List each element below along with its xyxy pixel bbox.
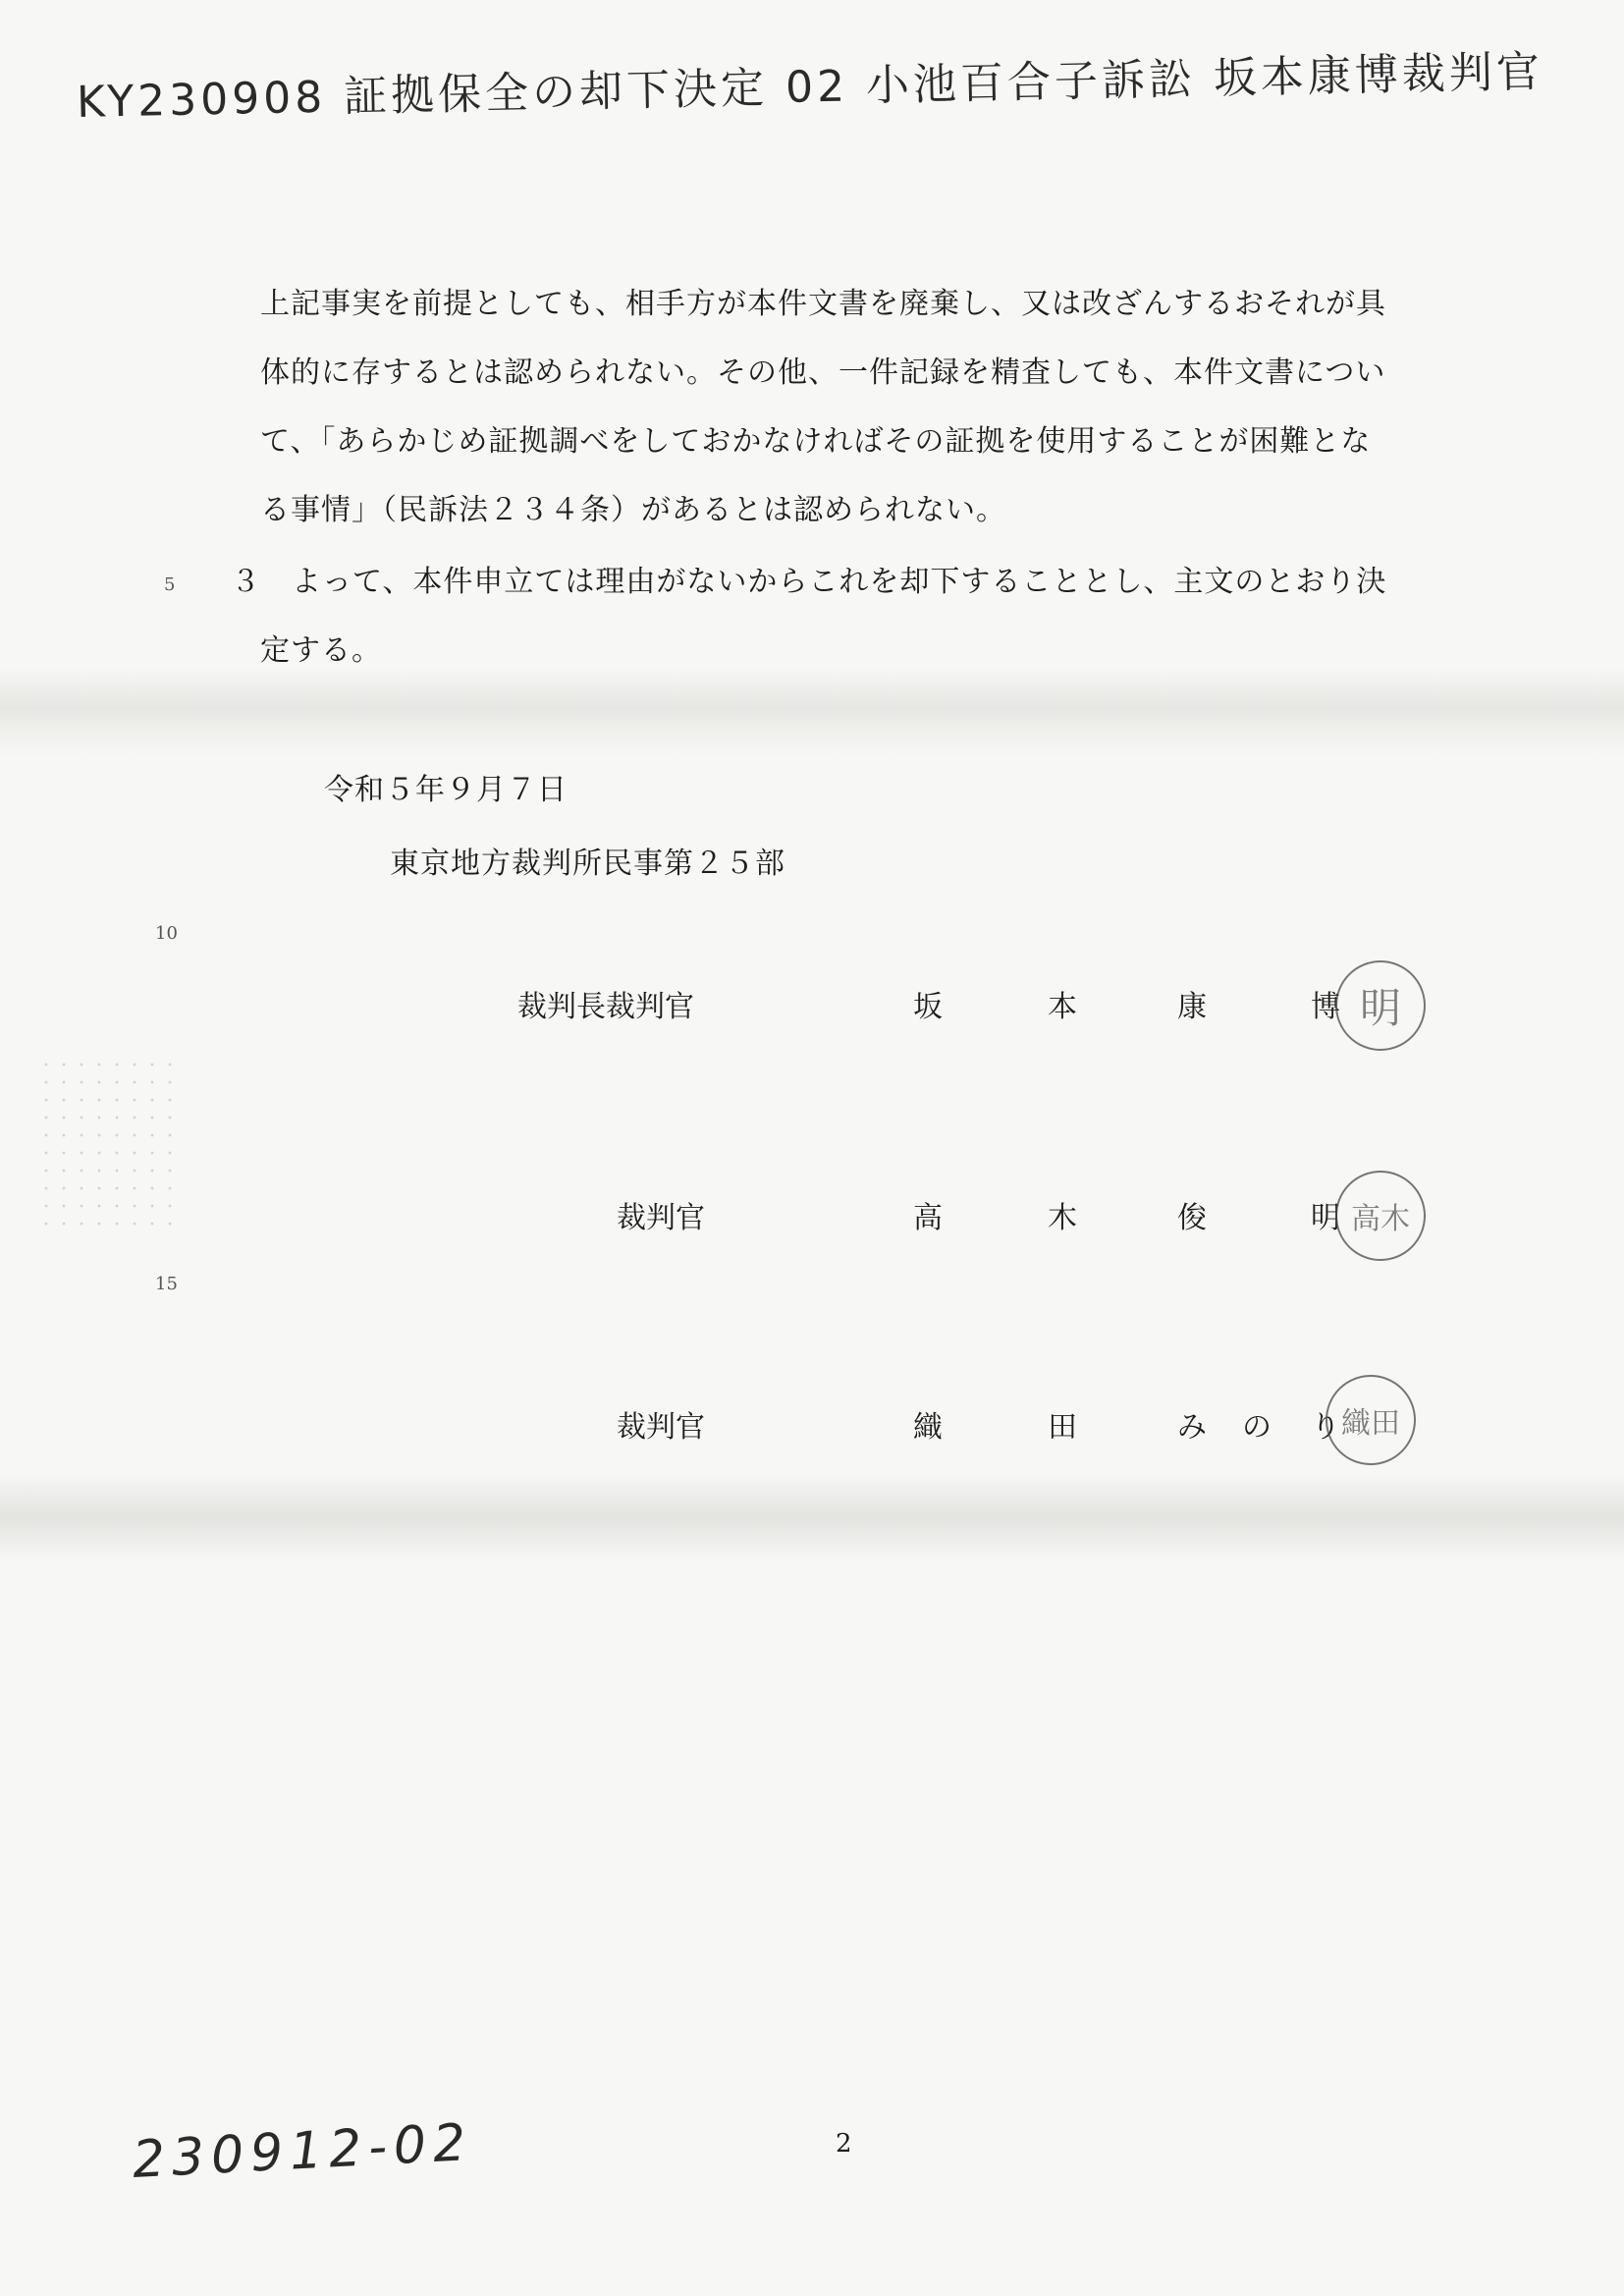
judge-name-char: り [1311, 1410, 1340, 1445]
judge-name-char: 田 [1048, 1410, 1077, 1445]
judge-title: 裁判官 [617, 1410, 705, 1445]
decision-date: 令和５年９月７日 [324, 773, 568, 807]
judge-title: 裁判官 [617, 1201, 705, 1235]
judge-name-char: 坂 [913, 990, 943, 1024]
court-name: 東京地方裁判所民事第２５部 [390, 847, 785, 881]
judge-name-char: 康 [1177, 990, 1207, 1024]
judge-title: 裁判長裁判官 [517, 990, 694, 1024]
paper-fold [0, 668, 1624, 756]
judge-name-char: 織 [913, 1410, 943, 1445]
judge-name-char: 高 [913, 1201, 943, 1235]
judge-name-char: 博 [1311, 990, 1340, 1024]
page-number: 2 [836, 2129, 852, 2159]
paper-texture [37, 1056, 185, 1232]
line-number: 5 [164, 574, 176, 595]
handwritten-title: KY230908 証拠保全の却下決定 02 小池百合子訴訟 坂本康博裁判官 [76, 46, 1544, 128]
body-line: ３ よって、本件申立ては理由がないからこれを却下することとし、主文のとおり決 [231, 565, 1387, 599]
body-line: 定する。 [260, 633, 382, 668]
body-line: 体的に存するとは認められない。その他、一件記録を精査しても、本件文書につい [260, 355, 1386, 390]
judge-seal: 高木 [1335, 1171, 1426, 1261]
body-line: る事情」（民訴法２３４条）があるとは認められない。 [260, 493, 1006, 527]
judge-seal: 明 [1335, 960, 1426, 1051]
judge-seal: 織田 [1326, 1375, 1416, 1465]
judge-name-char: 明 [1311, 1201, 1340, 1235]
judge-name-char: み [1177, 1410, 1207, 1445]
body-line: 上記事実を前提としても、相手方が本件文書を廃棄し、又は改ざんするおそれが具 [260, 287, 1386, 321]
paper-fold [0, 1473, 1624, 1561]
line-number: 15 [155, 1274, 178, 1294]
judge-name-char: 本 [1048, 990, 1077, 1024]
judge-name-char: 俊 [1177, 1201, 1207, 1235]
judge-name-char: 木 [1048, 1201, 1077, 1235]
body-line: て、「あらかじめ証拠調べをしておかなければその証拠を使用することが困難とな [260, 424, 1372, 459]
judge-name-char: の [1242, 1410, 1272, 1445]
line-number: 10 [155, 923, 178, 944]
handwritten-code: 230912-02 [131, 2112, 474, 2190]
